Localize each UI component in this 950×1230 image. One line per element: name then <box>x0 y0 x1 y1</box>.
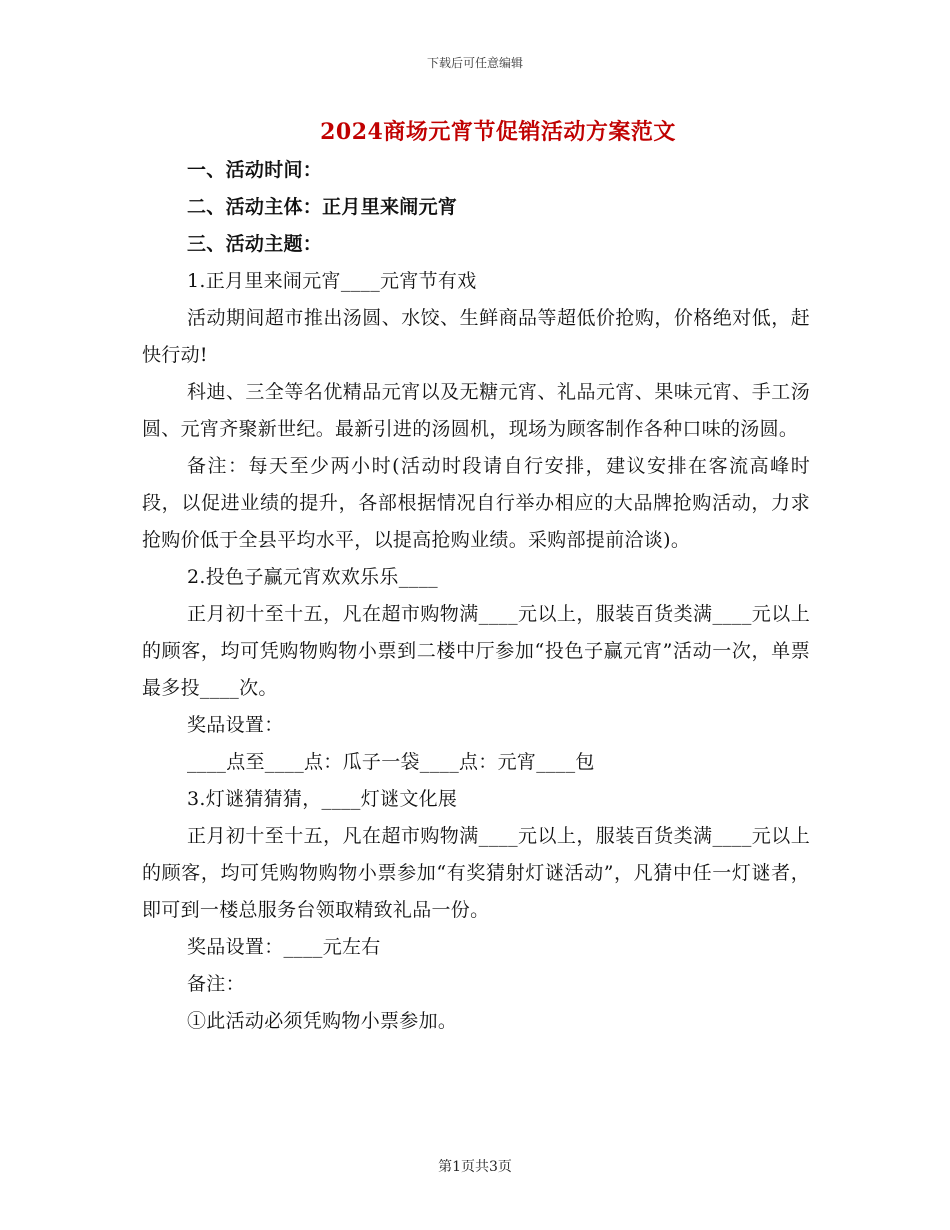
paragraph: 备注：每天至少两小时(活动时段请自行安排，建议安排在客流高峰时段，以促进业绩的提升，各部根据情况自行举办相应的大品牌抢购活动，力求抢购价低于全县平均水平，以提高抢购业绩。采购部提前洽谈)。 <box>142 455 810 551</box>
document-body <box>142 152 810 1040</box>
subheading-theme-2: 2.投色子赢元宵欢欢乐乐____ <box>187 566 438 588</box>
paragraph: 奖品设置： <box>187 714 284 736</box>
paragraph: 奖品设置：____元左右 <box>187 936 381 958</box>
section-heading-time: 一、活动时间： <box>187 159 323 181</box>
section-heading-theme: 三、活动主题： <box>187 233 323 255</box>
paragraph: ____点至____点：瓜子一袋____点：元宵____包 <box>187 751 595 773</box>
paragraph: 活动期间超市推出汤圆、水饺、生鲜商品等超低价抢购，价格绝对低，赶快行动! <box>142 307 810 366</box>
paragraph: 正月初十至十五，凡在超市购物满____元以上，服装百货类满____元以上的顾客，均可凭购物购物小票参加“有奖猜射灯谜活动”，凡猜中任一灯谜者，即可到一楼总服务台领取精致礼品一份。 <box>142 825 810 921</box>
page-number: 第1页共3页 <box>438 1159 512 1175</box>
paragraph: ①此活动必须凭购物小票参加。 <box>187 1010 458 1032</box>
paragraph: 正月初十至十五，凡在超市购物满____元以上，服装百货类满____元以上的顾客，均可凭购物购物小票到二楼中厅参加“投色子赢元宵”活动一次，单票最多投____次。 <box>142 603 810 699</box>
section-heading-subject: 二、活动主体：正月里来闹元宵 <box>187 196 458 218</box>
paragraph: 备注： <box>187 973 245 995</box>
subheading-theme-1: 1.正月里来闹元宵____元宵节有戏 <box>187 270 477 292</box>
subheading-theme-3: 3.灯谜猜猜猜，____灯谜文化展 <box>187 788 458 810</box>
paragraph: 科迪、三全等名优精品元宵以及无糖元宵、礼品元宵、果味元宵、手工汤圆、元宵齐聚新世纪。最新引进的汤圆机，现场为顾客制作各种口味的汤圆。 <box>142 381 810 440</box>
header-note: 下载后可任意编辑 <box>426 56 523 70</box>
document-title: 2024商场元宵节促销活动方案范文 <box>320 119 676 145</box>
